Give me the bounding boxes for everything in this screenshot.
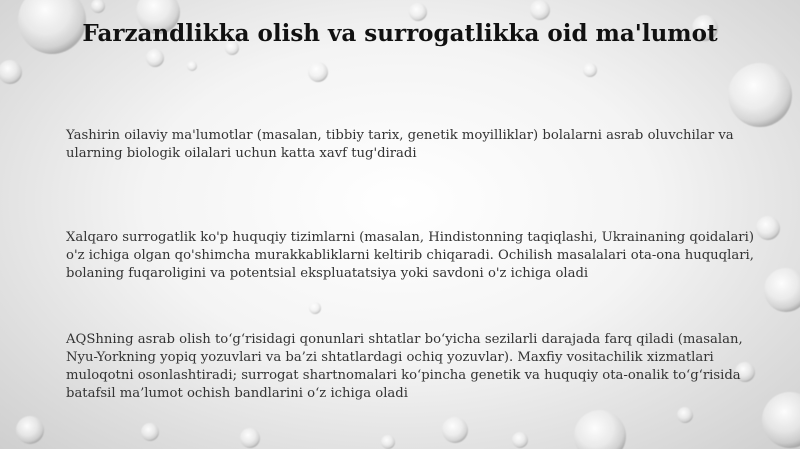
paragraph-international-surrogacy: Xalqaro surrogatlik ko'p huquqiy tizimlarni (masalan, Hindistonning taqiqlashi, Ukrainaning qoidalari) o'z ichiga olgan qo'shimcha murakkabliklarni keltirib chiqaradi. Ochilish masalalari ota-ona huquqlari, bolaning fuqaroligini va potentsial ekspluatatsiya yoki savdoni o'z ichiga oladi <box>66 230 754 281</box>
slide-title: Farzandlikka olish va surrogatlikka oid ma'lumot <box>82 20 718 47</box>
paragraph-us-adoption-laws: AQShning asrab olish to‘g‘risidagi qonunlari shtatlar bo‘yicha sezilarli darajada farq qiladi (masalan, Nyu-Yorkning yopiq yozuvlari va ba’zi shtatlardagi ochiq yozuvlar). Maxfiy vositachilik xizmatlari muloqotni osonlashtiradi; surrogat shartnomalari ko‘pincha genetik va huquqiy ota-onalik to‘g‘risida batafsil ma’lumot ochish bandlarini o‘z ichiga oladi <box>66 332 743 401</box>
paragraph-hidden-family-information: Yashirin oilaviy ma'lumotlar (masalan, tibbiy tarix, genetik moyilliklar) bolalarni asrab oluvchilar va ularning biologik oilalari uchun katta xavf tug'diradi <box>66 128 734 161</box>
